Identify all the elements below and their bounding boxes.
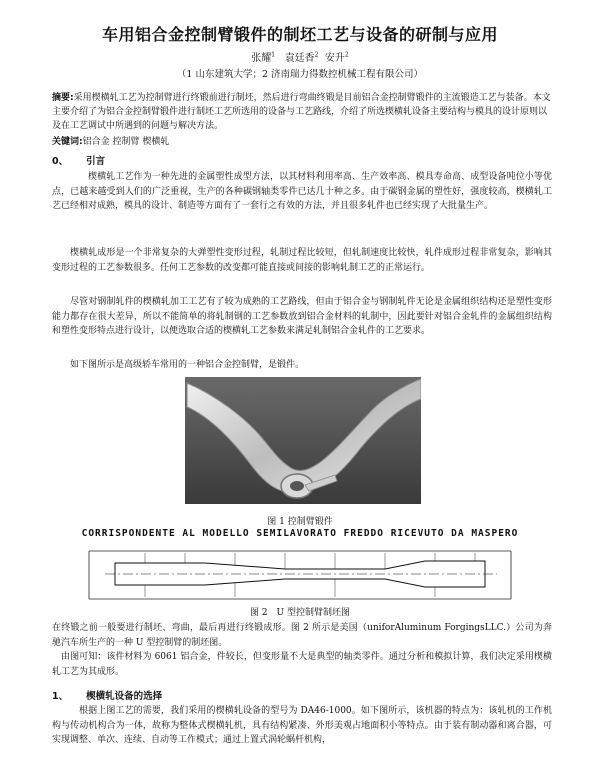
paragraph: 尽管对钢制轧件的楔横轧加工工艺有了较为成熟的工艺路线，但由于铝合金与钢制轧件无论是金属组织结构还是塑性变形能力都存在很大差异，所以不能简单的将轧制钢的工艺参数放到铝合金材料的轧制中，因此要针对铝合金轧件的金属组织结构和塑性变形特点进行设计，以便选取合适的楔横轧工艺参数来满足轧制铝合金轧件的工艺要求。: [52, 297, 552, 336]
paragraph: 如下图所示是高级轿车常用的一种铝合金控制臂，是锻件。: [70, 360, 305, 370]
abstract: [52, 91, 552, 133]
section-heading: [52, 688, 162, 702]
author-line: [0, 49, 600, 64]
section-title: 引言: [86, 156, 106, 167]
author-name: 张耀: [251, 53, 272, 64]
keywords-label: 关键词:: [52, 137, 83, 147]
section-number: 0、: [52, 156, 69, 167]
drawing-title: CORRISPONDENTE AL MODELLO SEMILAVORATO FREDDO RICEVUTO DA MASPERO: [81, 528, 519, 539]
figure-caption: 图 2 U 型控制臂制坯图: [249, 608, 351, 618]
author-mark: 2: [344, 51, 349, 59]
author-name: 袁廷香: [284, 53, 315, 64]
keywords: [52, 134, 552, 147]
author-mark: 1: [271, 51, 276, 59]
paragraph: 由图可知：该件材料为 6061 铝合金，件较长，但变形量不大是典型的轴类零件。通过分析和模拟计算，我们决定采用楔横轧工艺为其成形。: [52, 652, 552, 677]
paragraph: 楔横轧成形是一个非常复杂的大弹塑性变形过程，轧制过程比较短，但轧制速度比较快，轧件成形过程非常复杂，影响其变形过程的工艺参数很多。任何工艺参数的改变都可能直接或间接的影响轧制工艺的正常运行。: [52, 248, 552, 273]
section-number: 1、: [52, 691, 69, 702]
abstract-label: 摘要:: [52, 93, 74, 103]
paragraph: 楔横轧工艺作为一种先进的金属塑性成型方法，以其材料利用率高、生产效率高、模具寿命高、成型设备吨位小等优点，已越来越受到人们的广泛重视，生产的各种碳钢轴类零件已达几十种之多。由于碳钢金属的塑性好，强度较高，楔横轧工艺已经相对成熟，模具的设计、制造等方面有了一套行之有效的方法，并且很多轧件也已经实现了大批量生产。: [52, 172, 552, 211]
blank-drawing: [85, 545, 515, 605]
section-title: 楔横轧设备的选择: [86, 691, 163, 702]
author-name: 安升: [324, 53, 345, 64]
paragraph: 根据上图工艺的需要，我们采用的楔横轧设备的型号为 DA46-1000。如下图所示，该机器的特点为：该轧机的工作机构与传动机构合为一体，故称为整体式楔横轧机，具有结构紧凑、外形美观占地面积小等特点。由于装有制动器和离合器，可实现调整、单次、连续、自动等工作模式；通过上置式涡轮蜗杆机构，: [52, 706, 552, 745]
affiliation: （1 山东建筑大学；2 济南瑞力得数控机械工程有限公司）: [176, 69, 424, 80]
abstract-text: 采用楔横轧工艺为控制臂进行终锻前进行制坯，然后进行弯曲终锻是目前铝合金控制臂锻件的主流锻造工艺与装备。本文主要介绍了为铝合金控制臂锻件进行制坯工艺所选用的设备与工艺路线，介绍了所选楔横轧设备主要结构与模具的设计原则以及在工艺调试中所遇到的问题与解决方法。: [52, 93, 551, 131]
author-mark: 2: [314, 51, 319, 59]
section-heading: [52, 153, 105, 167]
paper-title: 车用铝合金控制臂锻件的制坯工艺与设备的研制与应用: [101, 25, 498, 44]
figure-caption: 图 1 控制臂锻件: [267, 517, 333, 527]
keywords-text: 铝合金 控制臂 楔横轧: [82, 137, 170, 147]
paragraph: 在终锻之前一般要进行制坯、弯曲，最后再进行终锻成形。图 2 所示是美国（uniforAluminum ForgingsLLC.）公司为奔驰汽车所生产的一种 U 型控制臂的制坯图。: [52, 623, 552, 648]
control-arm-photo: [185, 377, 421, 504]
